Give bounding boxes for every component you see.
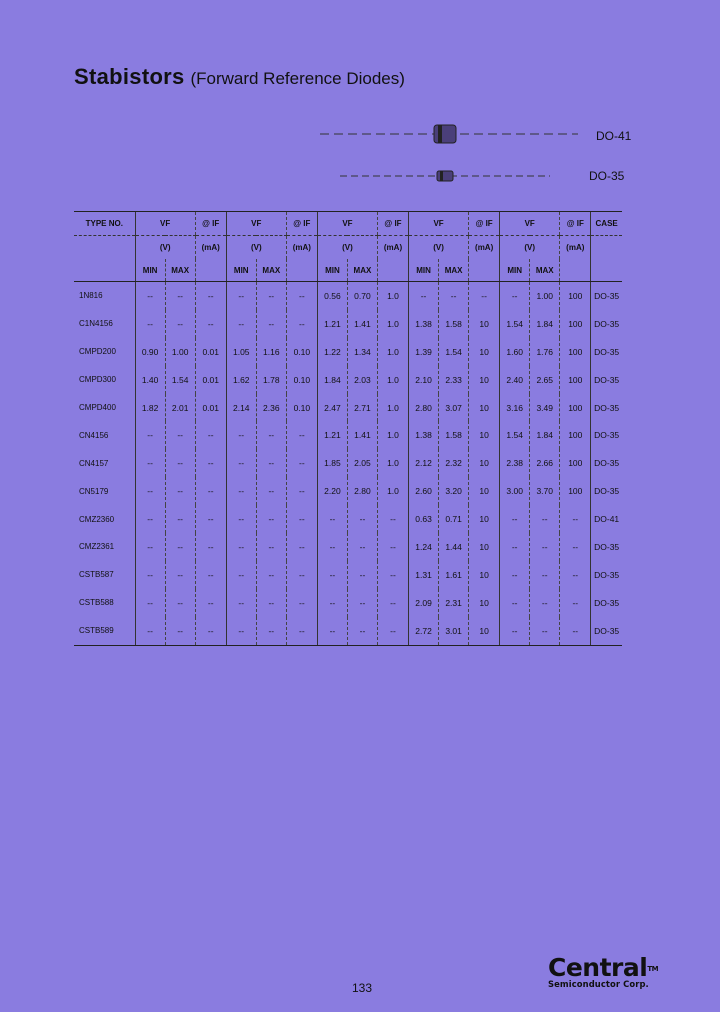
value-cell: 0.71 bbox=[439, 505, 469, 533]
value-cell: 100 bbox=[560, 366, 591, 394]
value-cell: 10 bbox=[469, 477, 500, 505]
logo-name: Central bbox=[548, 953, 648, 982]
header-type-no: TYPE NO. bbox=[74, 212, 135, 236]
case-cell: DO-35 bbox=[591, 589, 622, 617]
header-if: @ IF bbox=[195, 212, 226, 236]
header-unit-ma: (mA) bbox=[469, 236, 500, 260]
value-cell: 2.20 bbox=[317, 477, 347, 505]
value-cell: -- bbox=[226, 282, 256, 310]
value-cell: 1.84 bbox=[530, 310, 560, 338]
value-cell: -- bbox=[286, 617, 317, 645]
table-row bbox=[74, 421, 622, 449]
header-max: MAX bbox=[530, 259, 560, 282]
case-cell: DO-35 bbox=[591, 366, 622, 394]
header-min: MIN bbox=[500, 259, 530, 282]
value-cell: 10 bbox=[469, 338, 500, 366]
header-min: MIN bbox=[317, 259, 347, 282]
table-row bbox=[74, 366, 622, 394]
type-no-cell: C1N4156 bbox=[79, 319, 113, 329]
value-cell: -- bbox=[317, 617, 347, 645]
value-cell: 3.16 bbox=[500, 394, 530, 422]
value-cell: -- bbox=[530, 589, 560, 617]
value-cell: -- bbox=[469, 282, 500, 310]
value-cell: -- bbox=[226, 561, 256, 589]
value-cell: 1.85 bbox=[317, 449, 347, 477]
value-cell: 1.54 bbox=[165, 366, 195, 394]
header-max: MAX bbox=[165, 259, 195, 282]
value-cell: -- bbox=[135, 561, 165, 589]
type-no-cell: CMPD200 bbox=[79, 347, 116, 357]
type-no-cell: 1N816 bbox=[79, 291, 103, 301]
value-cell: 2.31 bbox=[439, 589, 469, 617]
value-cell: -- bbox=[226, 449, 256, 477]
value-cell: -- bbox=[347, 533, 377, 561]
table-row bbox=[74, 310, 622, 338]
value-cell: 1.34 bbox=[347, 338, 377, 366]
value-cell: 100 bbox=[560, 282, 591, 310]
value-cell: 0.01 bbox=[195, 338, 226, 366]
type-no-cell: CMZ2360 bbox=[79, 514, 115, 524]
value-cell: -- bbox=[377, 561, 408, 589]
case-cell: DO-35 bbox=[591, 338, 622, 366]
value-cell: -- bbox=[317, 561, 347, 589]
value-cell: 1.05 bbox=[226, 338, 256, 366]
value-cell: -- bbox=[165, 505, 195, 533]
case-cell: DO-35 bbox=[591, 617, 622, 645]
value-cell: 1.21 bbox=[317, 310, 347, 338]
value-cell: 2.40 bbox=[500, 366, 530, 394]
value-cell: -- bbox=[195, 617, 226, 645]
value-cell: -- bbox=[226, 477, 256, 505]
value-cell: -- bbox=[135, 282, 165, 310]
value-cell: -- bbox=[377, 617, 408, 645]
header-vf: VF bbox=[135, 212, 195, 236]
case-cell: DO-35 bbox=[591, 421, 622, 449]
value-cell: -- bbox=[256, 533, 286, 561]
value-cell: 2.32 bbox=[439, 449, 469, 477]
value-cell: -- bbox=[135, 589, 165, 617]
value-cell: -- bbox=[500, 617, 530, 645]
value-cell: 0.63 bbox=[409, 505, 439, 533]
value-cell: 1.40 bbox=[135, 366, 165, 394]
value-cell: 100 bbox=[560, 338, 591, 366]
header-vf: VF bbox=[226, 212, 286, 236]
header-unit-v: (V) bbox=[317, 236, 377, 260]
value-cell: 10 bbox=[469, 449, 500, 477]
value-cell: 1.84 bbox=[530, 421, 560, 449]
value-cell: 2.38 bbox=[500, 449, 530, 477]
value-cell: -- bbox=[195, 449, 226, 477]
header-unit-v: (V) bbox=[226, 236, 286, 260]
value-cell: -- bbox=[286, 505, 317, 533]
type-no-cell: CMZ2361 bbox=[79, 542, 115, 552]
value-cell: -- bbox=[135, 449, 165, 477]
value-cell: 100 bbox=[560, 449, 591, 477]
value-cell: -- bbox=[165, 282, 195, 310]
value-cell: 10 bbox=[469, 421, 500, 449]
value-cell: -- bbox=[286, 310, 317, 338]
value-cell: 2.47 bbox=[317, 394, 347, 422]
value-cell: -- bbox=[286, 589, 317, 617]
value-cell: -- bbox=[165, 589, 195, 617]
value-cell: -- bbox=[530, 505, 560, 533]
value-cell: -- bbox=[226, 533, 256, 561]
value-cell: -- bbox=[256, 617, 286, 645]
header-unit-ma: (mA) bbox=[377, 236, 408, 260]
value-cell: -- bbox=[500, 561, 530, 589]
case-cell: DO-35 bbox=[591, 310, 622, 338]
case-cell: DO-35 bbox=[591, 533, 622, 561]
value-cell: -- bbox=[286, 449, 317, 477]
value-cell: 2.09 bbox=[409, 589, 439, 617]
header-if: @ IF bbox=[286, 212, 317, 236]
value-cell: 2.66 bbox=[530, 449, 560, 477]
value-cell: -- bbox=[377, 505, 408, 533]
value-cell: -- bbox=[530, 617, 560, 645]
value-cell: 2.05 bbox=[347, 449, 377, 477]
value-cell: 1.0 bbox=[377, 338, 408, 366]
value-cell: 100 bbox=[560, 310, 591, 338]
case-cell: DO-35 bbox=[591, 449, 622, 477]
value-cell: 2.80 bbox=[347, 477, 377, 505]
case-cell: DO-35 bbox=[591, 477, 622, 505]
value-cell: -- bbox=[377, 533, 408, 561]
central-logo bbox=[548, 955, 658, 989]
value-cell: -- bbox=[195, 533, 226, 561]
value-cell: -- bbox=[347, 505, 377, 533]
value-cell: 1.31 bbox=[409, 561, 439, 589]
value-cell: -- bbox=[560, 533, 591, 561]
value-cell: 0.10 bbox=[286, 366, 317, 394]
header-if: @ IF bbox=[377, 212, 408, 236]
value-cell: 0.90 bbox=[135, 338, 165, 366]
value-cell: -- bbox=[409, 282, 439, 310]
value-cell: 1.16 bbox=[256, 338, 286, 366]
value-cell: -- bbox=[226, 617, 256, 645]
value-cell: -- bbox=[195, 310, 226, 338]
value-cell: -- bbox=[195, 589, 226, 617]
value-cell: 1.0 bbox=[377, 449, 408, 477]
value-cell: -- bbox=[135, 421, 165, 449]
value-cell: 1.0 bbox=[377, 282, 408, 310]
value-cell: -- bbox=[135, 505, 165, 533]
value-cell: 1.00 bbox=[530, 282, 560, 310]
value-cell: -- bbox=[195, 421, 226, 449]
value-cell: -- bbox=[256, 561, 286, 589]
table-body bbox=[74, 282, 622, 646]
value-cell: -- bbox=[165, 449, 195, 477]
value-cell: 1.41 bbox=[347, 310, 377, 338]
value-cell: 0.01 bbox=[195, 394, 226, 422]
type-no-cell: CMPD300 bbox=[79, 375, 116, 385]
header-case: CASE bbox=[591, 212, 622, 236]
value-cell: 10 bbox=[469, 394, 500, 422]
header-unit-ma: (mA) bbox=[560, 236, 591, 260]
value-cell: -- bbox=[286, 477, 317, 505]
header-unit-ma: (mA) bbox=[195, 236, 226, 260]
value-cell: -- bbox=[500, 533, 530, 561]
header-vf: VF bbox=[409, 212, 469, 236]
value-cell: -- bbox=[165, 561, 195, 589]
type-no-cell: CN4156 bbox=[79, 430, 109, 440]
value-cell: 1.78 bbox=[256, 366, 286, 394]
value-cell: 0.10 bbox=[286, 338, 317, 366]
title-main: Stabistors bbox=[74, 64, 185, 89]
value-cell: -- bbox=[500, 589, 530, 617]
value-cell: -- bbox=[135, 617, 165, 645]
type-no-cell: CMPD400 bbox=[79, 403, 116, 412]
value-cell: -- bbox=[226, 421, 256, 449]
page-title bbox=[74, 64, 405, 90]
value-cell: -- bbox=[256, 505, 286, 533]
value-cell: 3.49 bbox=[530, 394, 560, 422]
value-cell: -- bbox=[500, 282, 530, 310]
value-cell: -- bbox=[560, 617, 591, 645]
value-cell: 1.76 bbox=[530, 338, 560, 366]
value-cell: 0.70 bbox=[347, 282, 377, 310]
value-cell: 1.0 bbox=[377, 310, 408, 338]
value-cell: 3.20 bbox=[439, 477, 469, 505]
value-cell: 10 bbox=[469, 505, 500, 533]
value-cell: 2.14 bbox=[226, 394, 256, 422]
value-cell: 1.22 bbox=[317, 338, 347, 366]
value-cell: -- bbox=[256, 282, 286, 310]
value-cell: 1.0 bbox=[377, 366, 408, 394]
value-cell: 3.07 bbox=[439, 394, 469, 422]
header-max: MAX bbox=[439, 259, 469, 282]
value-cell: -- bbox=[530, 533, 560, 561]
stabistor-table bbox=[74, 211, 622, 646]
value-cell: 100 bbox=[560, 394, 591, 422]
value-cell: -- bbox=[165, 617, 195, 645]
value-cell: 10 bbox=[469, 617, 500, 645]
value-cell: 10 bbox=[469, 589, 500, 617]
value-cell: 1.0 bbox=[377, 394, 408, 422]
table-row bbox=[74, 338, 622, 366]
header-unit-v: (V) bbox=[135, 236, 195, 260]
value-cell: 1.21 bbox=[317, 421, 347, 449]
value-cell: 3.01 bbox=[439, 617, 469, 645]
value-cell: 1.44 bbox=[439, 533, 469, 561]
value-cell: -- bbox=[165, 310, 195, 338]
value-cell: -- bbox=[439, 282, 469, 310]
value-cell: -- bbox=[560, 589, 591, 617]
table-row bbox=[74, 505, 622, 533]
table-row bbox=[74, 477, 622, 505]
value-cell: 1.58 bbox=[439, 310, 469, 338]
header-vf: VF bbox=[500, 212, 560, 236]
header-max: MAX bbox=[347, 259, 377, 282]
value-cell: 2.65 bbox=[530, 366, 560, 394]
value-cell: -- bbox=[286, 533, 317, 561]
value-cell: 2.60 bbox=[409, 477, 439, 505]
header-min: MIN bbox=[226, 259, 256, 282]
value-cell: -- bbox=[256, 310, 286, 338]
case-cell: DO-35 bbox=[591, 561, 622, 589]
value-cell: 3.00 bbox=[500, 477, 530, 505]
value-cell: -- bbox=[500, 505, 530, 533]
value-cell: -- bbox=[256, 589, 286, 617]
value-cell: -- bbox=[195, 477, 226, 505]
value-cell: 2.71 bbox=[347, 394, 377, 422]
value-cell: 10 bbox=[469, 561, 500, 589]
value-cell: -- bbox=[256, 477, 286, 505]
table-row bbox=[74, 589, 622, 617]
header-unit-v: (V) bbox=[409, 236, 469, 260]
value-cell: 10 bbox=[469, 533, 500, 561]
value-cell: -- bbox=[560, 561, 591, 589]
value-cell: 1.60 bbox=[500, 338, 530, 366]
value-cell: 1.38 bbox=[409, 421, 439, 449]
value-cell: -- bbox=[226, 310, 256, 338]
value-cell: -- bbox=[165, 421, 195, 449]
value-cell: 2.33 bbox=[439, 366, 469, 394]
value-cell: 1.62 bbox=[226, 366, 256, 394]
logo-tagline: Semiconductor Corp. bbox=[548, 979, 649, 989]
value-cell: 10 bbox=[469, 366, 500, 394]
case-cell: DO-41 bbox=[591, 505, 622, 533]
do41-package-icon bbox=[300, 119, 640, 149]
value-cell: 2.36 bbox=[256, 394, 286, 422]
type-no-cell: CSTB587 bbox=[79, 570, 114, 580]
value-cell: -- bbox=[286, 561, 317, 589]
value-cell: -- bbox=[530, 561, 560, 589]
value-cell: 0.01 bbox=[195, 366, 226, 394]
table-row bbox=[74, 282, 622, 310]
value-cell: 1.00 bbox=[165, 338, 195, 366]
value-cell: 1.61 bbox=[439, 561, 469, 589]
header-unit-ma: (mA) bbox=[286, 236, 317, 260]
value-cell: -- bbox=[286, 421, 317, 449]
value-cell: 1.41 bbox=[347, 421, 377, 449]
value-cell: -- bbox=[226, 589, 256, 617]
value-cell: -- bbox=[256, 421, 286, 449]
value-cell: 1.24 bbox=[409, 533, 439, 561]
value-cell: -- bbox=[317, 589, 347, 617]
value-cell: 1.54 bbox=[500, 310, 530, 338]
value-cell: -- bbox=[135, 310, 165, 338]
header-if: @ IF bbox=[469, 212, 500, 236]
table-row bbox=[74, 394, 622, 422]
value-cell: -- bbox=[317, 505, 347, 533]
logo-tm: TM bbox=[647, 965, 659, 973]
value-cell: -- bbox=[286, 282, 317, 310]
value-cell: -- bbox=[560, 505, 591, 533]
value-cell: -- bbox=[135, 533, 165, 561]
do41-label: DO-41 bbox=[596, 129, 632, 143]
value-cell: 2.80 bbox=[409, 394, 439, 422]
value-cell: -- bbox=[195, 561, 226, 589]
case-cell: DO-35 bbox=[591, 282, 622, 310]
value-cell: 1.38 bbox=[409, 310, 439, 338]
header-max: MAX bbox=[256, 259, 286, 282]
table-row bbox=[74, 449, 622, 477]
value-cell: 3.70 bbox=[530, 477, 560, 505]
value-cell: -- bbox=[165, 533, 195, 561]
value-cell: 100 bbox=[560, 421, 591, 449]
table-row bbox=[74, 561, 622, 589]
value-cell: 2.01 bbox=[165, 394, 195, 422]
value-cell: -- bbox=[165, 477, 195, 505]
header-min: MIN bbox=[409, 259, 439, 282]
table-row bbox=[74, 533, 622, 561]
type-no-cell: CSTB588 bbox=[79, 598, 114, 608]
type-no-cell: CN5179 bbox=[79, 486, 109, 496]
value-cell: -- bbox=[347, 617, 377, 645]
do35-label: DO-35 bbox=[589, 169, 625, 183]
value-cell: 1.82 bbox=[135, 394, 165, 422]
value-cell: 2.12 bbox=[409, 449, 439, 477]
value-cell: 1.0 bbox=[377, 421, 408, 449]
header-min: MIN bbox=[135, 259, 165, 282]
header-unit-v: (V) bbox=[500, 236, 560, 260]
value-cell: 2.72 bbox=[409, 617, 439, 645]
value-cell: -- bbox=[347, 561, 377, 589]
value-cell: -- bbox=[226, 505, 256, 533]
value-cell: 1.0 bbox=[377, 477, 408, 505]
value-cell: 1.54 bbox=[439, 338, 469, 366]
value-cell: -- bbox=[256, 449, 286, 477]
type-no-cell: CSTB589 bbox=[74, 617, 135, 645]
value-cell: 0.56 bbox=[317, 282, 347, 310]
value-cell: 2.03 bbox=[347, 366, 377, 394]
type-no-cell: CN4157 bbox=[79, 458, 109, 468]
value-cell: -- bbox=[195, 505, 226, 533]
value-cell: 1.39 bbox=[409, 338, 439, 366]
value-cell: -- bbox=[347, 589, 377, 617]
value-cell: 1.84 bbox=[317, 366, 347, 394]
case-cell: DO-35 bbox=[591, 394, 622, 422]
value-cell: -- bbox=[317, 533, 347, 561]
page-number: 133 bbox=[352, 981, 373, 995]
value-cell: -- bbox=[135, 477, 165, 505]
value-cell: 100 bbox=[560, 477, 591, 505]
table-row bbox=[74, 617, 622, 645]
title-sub: (Forward Reference Diodes) bbox=[190, 69, 405, 88]
value-cell: 10 bbox=[469, 310, 500, 338]
value-cell: 2.10 bbox=[409, 366, 439, 394]
header-vf: VF bbox=[317, 212, 377, 236]
value-cell: 0.10 bbox=[286, 394, 317, 422]
value-cell: -- bbox=[377, 589, 408, 617]
value-cell: 1.54 bbox=[500, 421, 530, 449]
value-cell: 1.58 bbox=[439, 421, 469, 449]
header-if: @ IF bbox=[560, 212, 591, 236]
value-cell: -- bbox=[195, 282, 226, 310]
